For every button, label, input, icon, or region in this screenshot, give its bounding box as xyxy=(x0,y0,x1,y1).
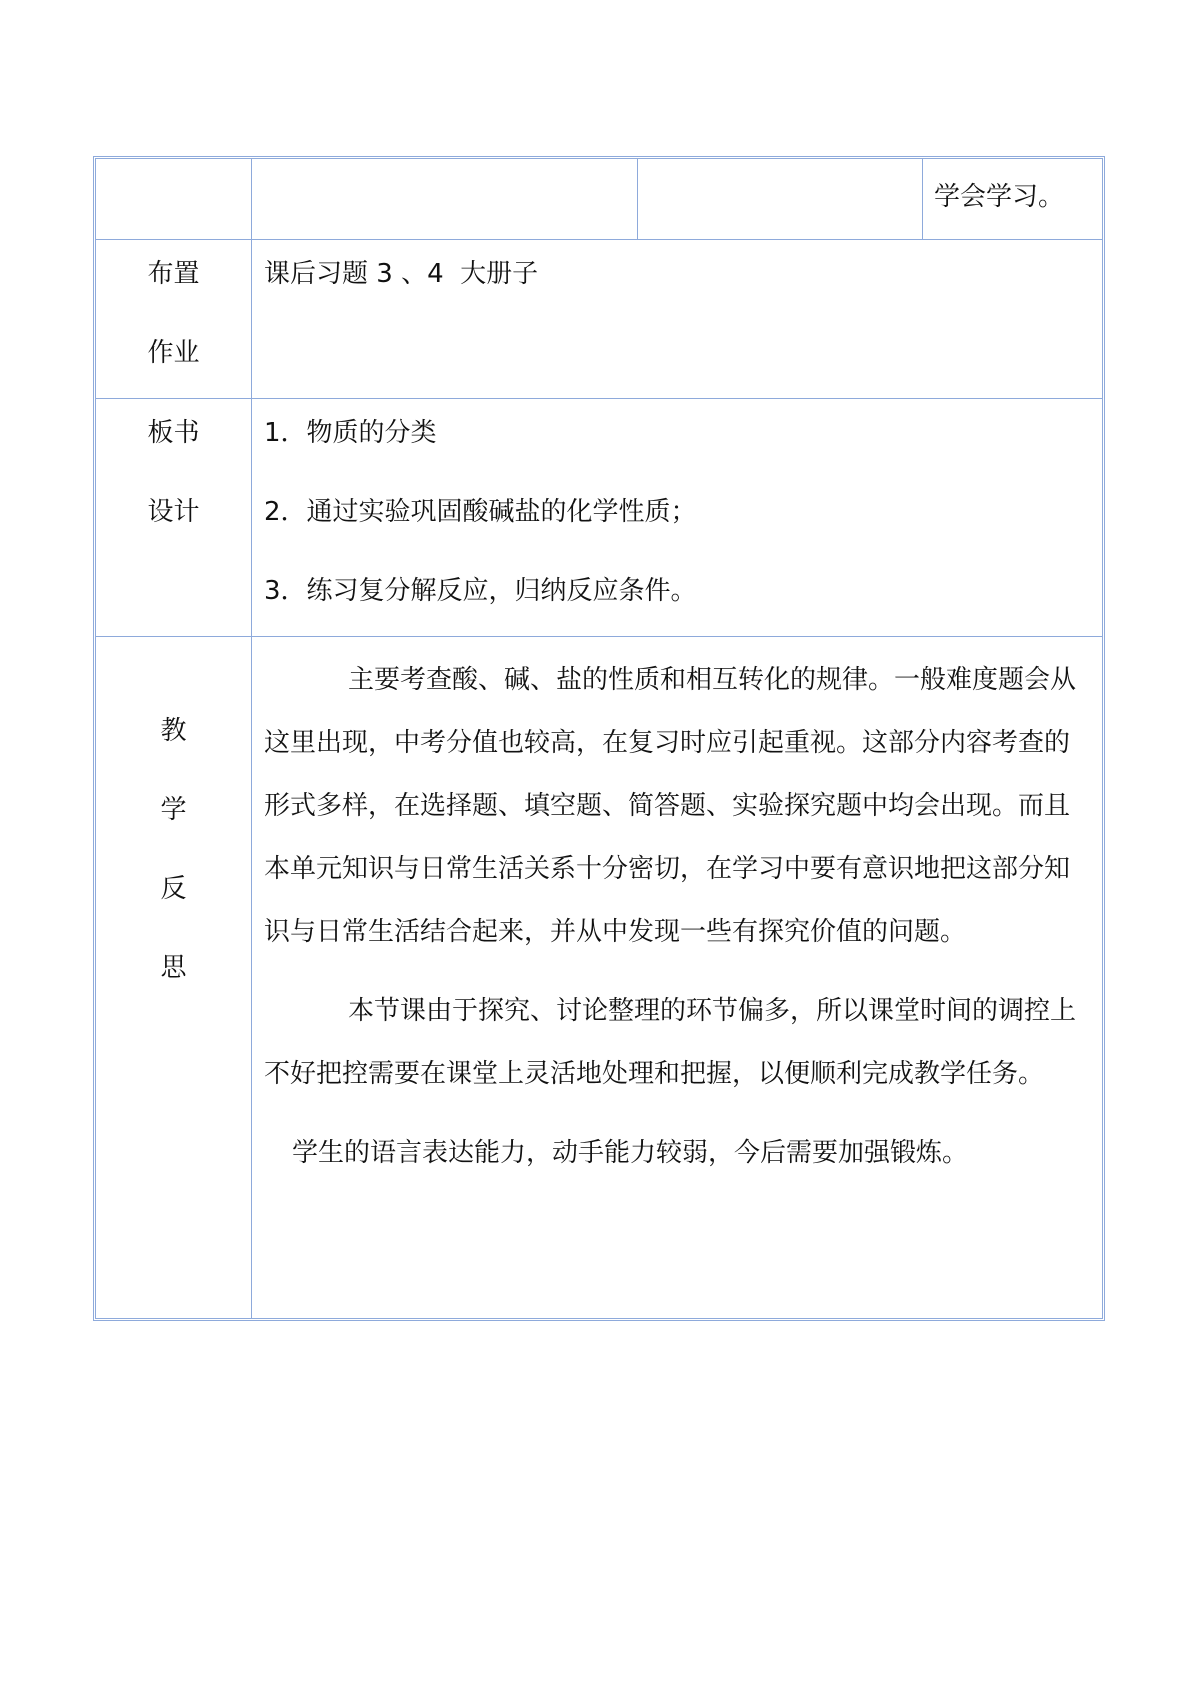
reflection-label: 教 学 反 思 xyxy=(96,637,252,1318)
empty-cell xyxy=(96,159,252,239)
homework-content xyxy=(252,240,1102,398)
board-item: 1．物质的分类 xyxy=(264,418,437,448)
reflection-paragraph: 本节课由于探究、讨论整理的环节偏多，所以课堂时间的调控上不好把控需要在课堂上灵活地处理和把握，以便顺利完成教学任务。 xyxy=(264,996,1077,1089)
table-row-continuation xyxy=(96,159,1102,239)
reflection-paragraph: 学生的语言表达能力，动手能力较弱，今后需要加强锻炼。 xyxy=(292,1138,969,1168)
continuation-cell: 学会学习。 xyxy=(934,182,1065,212)
table-row-board-design xyxy=(96,398,1102,636)
table-row-homework xyxy=(96,239,1102,398)
board-item: 3．练习复分解反应，归纳反应条件。 xyxy=(264,576,697,606)
reflection-content xyxy=(252,637,1102,1318)
board-design-content xyxy=(252,399,1102,636)
reflection-paragraph: 主要考查酸、碱、盐的性质和相互转化的规律。一般难度题会从这里出现，中考分值也较高，在复习时应引起重视。这部分内容考查的形式多样，在选择题、填空题、简答题、实验探究题中均会出现。而且本单元知识与日常生活关系十分密切，在学习中要有意识地把这部分知识与日常生活结合起来，并从中发现一些有探究价值的问题。 xyxy=(264,665,1077,947)
lesson-plan-table xyxy=(93,156,1105,1321)
table-row-reflection xyxy=(96,636,1102,1318)
homework-label: 布置 作业 xyxy=(96,240,252,398)
empty-cell xyxy=(638,159,923,239)
empty-cell xyxy=(252,159,638,239)
board-item: 2．通过实验巩固酸碱盐的化学性质； xyxy=(264,497,697,527)
board-design-label: 板书 设计 xyxy=(96,399,252,636)
homework-text: 课后习题 3 、4 大册子 xyxy=(264,259,539,289)
